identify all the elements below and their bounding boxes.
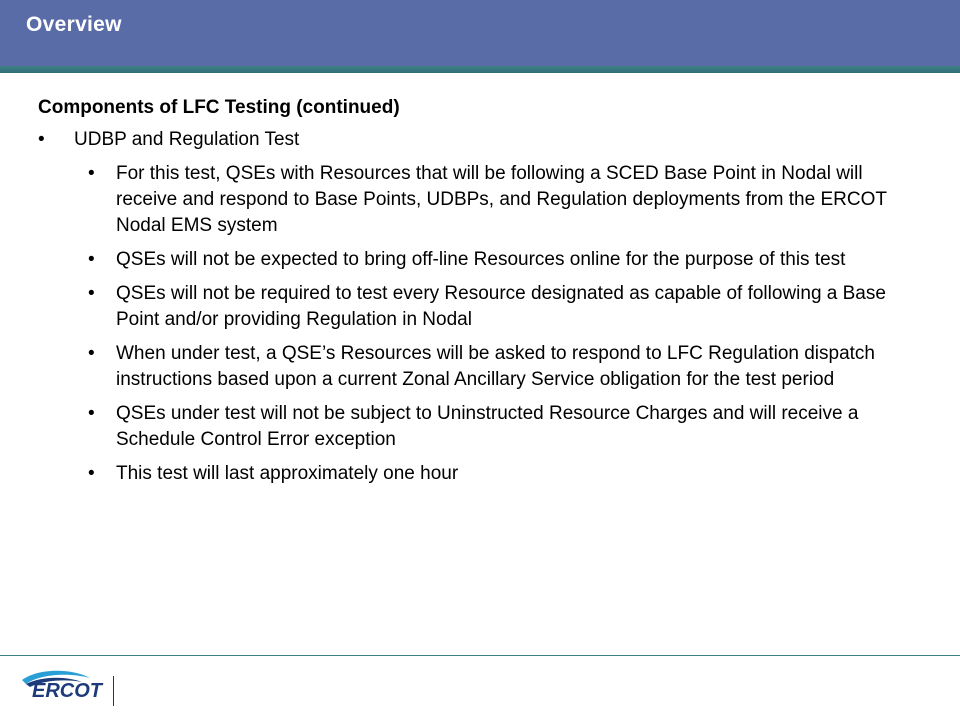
bullet-item-level2	[38, 281, 916, 333]
bullet-item-level1	[38, 127, 918, 153]
bullet-text: This test will last approximately one hour	[116, 463, 459, 484]
header-stripe	[0, 66, 960, 73]
footer-divider	[113, 676, 114, 706]
slide-content	[38, 95, 918, 495]
bullet-icon: •	[88, 283, 95, 304]
bullet-text: QSEs will not be expected to bring off-line Resources online for the purpose of this test	[116, 249, 846, 270]
bullet-text: When under test, a QSE’s Resources will be asked to respond to LFC Regulation dispatch instructions based upon a current Zonal Ancillary Service obligation for the test period	[116, 343, 875, 390]
bullet-text: UDBP and Regulation Test	[74, 129, 300, 150]
bullet-text: QSEs under test will not be subject to Uninstructed Resource Charges and will receive a Schedule Control Error exception	[116, 403, 859, 450]
bullet-text: For this test, QSEs with Resources that will be following a SCED Base Point in Nodal will receive and respond to Base Points, UDBPs, and Regulation deployments from the ERCOT Nodal EMS system	[116, 163, 887, 236]
ercot-logo-text: ERCOT	[32, 680, 102, 702]
bullet-item-level2	[38, 247, 916, 273]
bullet-icon: •	[88, 463, 95, 484]
footer-rule	[0, 655, 960, 656]
bullet-item-level2	[38, 341, 916, 393]
bullet-text: QSEs will not be required to test every Resource designated as capable of following a Base Point and/or providing Regulation in Nodal	[116, 283, 886, 330]
bullet-icon: •	[88, 403, 95, 424]
bullet-icon: •	[88, 249, 95, 270]
header-bar	[0, 0, 960, 66]
bullet-icon: •	[88, 343, 95, 364]
bullet-item-level2	[38, 461, 916, 487]
section-heading: Components of LFC Testing (continued)	[38, 97, 400, 118]
bullet-item-level2	[38, 161, 916, 239]
bullet-icon: •	[38, 129, 45, 150]
bullet-item-level2	[38, 401, 916, 453]
slide-title: Overview	[26, 13, 122, 36]
bullet-icon: •	[88, 163, 95, 184]
